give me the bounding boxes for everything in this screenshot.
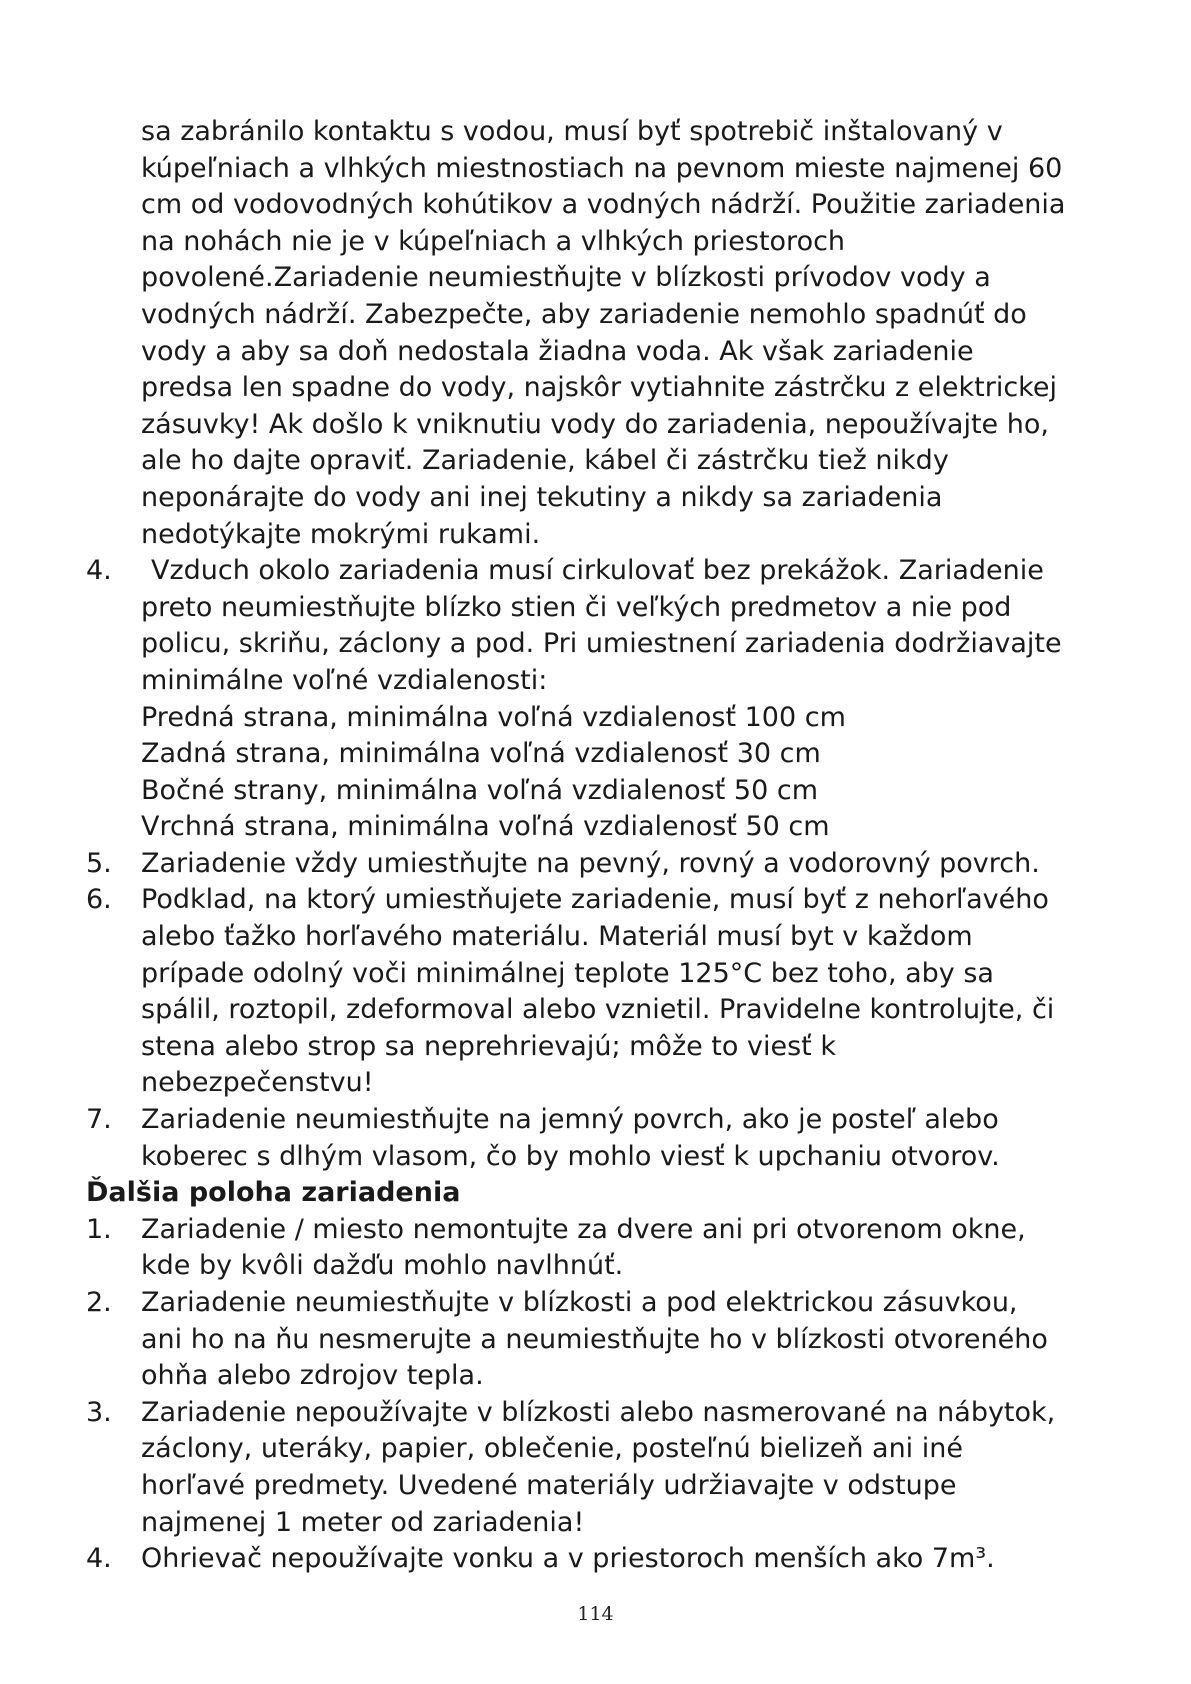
list-item-line: Zariadenie neumiestňujte na jemný povrch, ako je posteľ alebo	[141, 1104, 999, 1136]
list-item-text	[141, 882, 1126, 1102]
paragraph-line: sa zabránilo kontaktu s vodou, musí byť spotrebič inštalovaný v	[141, 116, 1003, 147]
placement-list	[86, 1212, 1126, 1578]
page-number: 114	[577, 1603, 614, 1625]
list-item-line: koberec s dlhým vlasom, čo by mohlo viesť k upchaniu otvorov.	[141, 1140, 1000, 1172]
intro-paragraph	[86, 114, 1126, 553]
list-item-line: záclony, uteráky, papier, oblečenie, posteľnú bielizeň ani iné	[141, 1433, 963, 1465]
paragraph-line: ale ho dajte opraviť. Zariadenie, kábel či zástrčku tiež nikdy	[141, 445, 949, 477]
list-item-number: 3.	[86, 1396, 112, 1428]
paragraph-line: zásuvky! Ak došlo k vniknutiu vody do zariadenia, nepoužívajte ho,	[141, 408, 1049, 440]
list-item-number: 7.	[86, 1104, 112, 1136]
list-item-line: preto neumiestňujte blízko stien či veľkých predmetov a nie pod	[141, 591, 1012, 623]
list-item-line: Zariadenie neumiestňujte v blízkosti a pod elektrickou zásuvkou,	[141, 1287, 1018, 1318]
list-item-line: Zariadenie / miesto nemontujte za dvere ani pri otvorenom okne,	[141, 1213, 1026, 1245]
list-item-text	[141, 1541, 1126, 1578]
paragraph-line: vody a aby sa doň nedostala žiadna voda. Ak však zariadenie	[141, 335, 974, 367]
page-content	[86, 114, 1126, 1578]
paragraph-line: vodných nádrží. Zabezpečte, aby zariadenie nemohlo spadnúť do	[141, 298, 1027, 330]
list-item-number: 6.	[86, 884, 112, 916]
clearance-front: Predná strana, minimálna voľná vzdialenosť 100 cm	[141, 701, 846, 733]
list-item-number: 5.	[86, 847, 112, 879]
list-item-number: 1.	[86, 1213, 112, 1245]
paragraph-line: cm od vodovodných kohútikov a vodných nádrží. Použitie zariadenia	[141, 189, 1066, 221]
list-item-text	[141, 1285, 1126, 1395]
paragraph-line: povolené.Zariadenie neumiestňujte v blízkosti prívodov vody a	[141, 262, 991, 294]
list-item	[86, 1102, 1126, 1175]
paragraph-line: nedotýkajte mokrými rukami.	[141, 518, 541, 550]
list-item-text	[141, 1102, 1126, 1175]
clearance-top: Vrchná strana, minimálna voľná vzdialenosť 50 cm	[141, 811, 830, 843]
list-item	[86, 1212, 1126, 1285]
list-item-line: stena alebo strop sa neprehrievajú; môže to viesť k	[141, 1030, 836, 1062]
list-item-line: Podklad, na ktorý umiestňujete zariadenie, musí byť z nehorľavého	[141, 884, 1049, 916]
list-item-line: najmenej 1 meter od zariadenia!	[141, 1506, 585, 1538]
list-item-line: ohňa alebo zdrojov tepla.	[141, 1360, 484, 1392]
list-item	[86, 882, 1126, 1102]
list-item-text	[141, 846, 1126, 883]
section-heading: Ďalšia poloha zariadenia	[86, 1177, 461, 1209]
clearance-sides: Bočné strany, minimálna voľná vzdialenosť 50 cm	[141, 774, 819, 806]
list-item-line: Vzduch okolo zariadenia musí cirkulovať bez prekážok. Zariadenie	[151, 555, 1044, 587]
safety-list	[86, 553, 1126, 1175]
list-item-number: 2.	[86, 1287, 112, 1318]
list-item-line: spálil, roztopil, zdeformoval alebo vznietil. Pravidelne kontrolujte, či	[141, 994, 1055, 1026]
list-item-line: kde by kvôli dažďu mohlo navlhnúť.	[141, 1250, 624, 1282]
list-item-text	[141, 1395, 1126, 1541]
list-item-text	[141, 553, 1126, 846]
list-item-text	[141, 1212, 1126, 1285]
list-item-number: 4.	[86, 1543, 112, 1575]
list-item-line: minimálne voľné vzdialenosti:	[141, 664, 548, 696]
paragraph-line: kúpeľniach a vlhkých miestnostiach na pevnom mieste najmenej 60	[141, 152, 1063, 184]
list-item	[86, 1541, 1126, 1578]
list-item-line: policu, skriňu, záclony a pod. Pri umiestnení zariadenia dodržiavajte	[141, 628, 1062, 660]
list-item-line: prípade odolný voči minimálnej teplote 125°C bez toho, aby sa	[141, 957, 994, 989]
list-item	[86, 1395, 1126, 1541]
list-item-line: nebezpečenstvu!	[141, 1067, 374, 1099]
list-item-number: 4.	[86, 555, 112, 587]
list-item-line: horľavé predmety. Uvedené materiály udržiavajte v odstupe	[141, 1469, 957, 1501]
list-item-line: Zariadenie nepoužívajte v blízkosti alebo nasmerované na nábytok,	[141, 1396, 1056, 1428]
list-item-line: alebo ťažko horľavého materiálu. Materiál musí byt v každom	[141, 921, 973, 953]
clearance-back: Zadná strana, minimálna voľná vzdialenosť 30 cm	[141, 738, 821, 770]
list-item	[86, 553, 1126, 846]
paragraph-line: neponárajte do vody ani inej tekutiny a nikdy sa zariadenia	[141, 481, 943, 513]
list-item	[86, 846, 1126, 883]
list-item-line: Ohrievač nepoužívajte vonku a v priestoroch menších ako 7m³.	[141, 1543, 995, 1575]
list-item-line: ani ho na ňu nesmerujte a neumiestňujte ho v blízkosti otvoreného	[141, 1323, 1048, 1355]
paragraph-line: predsa len spadne do vody, najskôr vytiahnite zástrčku z elektrickej	[141, 372, 1057, 404]
list-item	[86, 1285, 1126, 1395]
paragraph-line: na nohách nie je v kúpeľniach a vlhkých priestoroch	[141, 225, 846, 257]
list-item-line: Zariadenie vždy umiestňujte na pevný, rovný a vodorovný povrch.	[141, 847, 1040, 879]
